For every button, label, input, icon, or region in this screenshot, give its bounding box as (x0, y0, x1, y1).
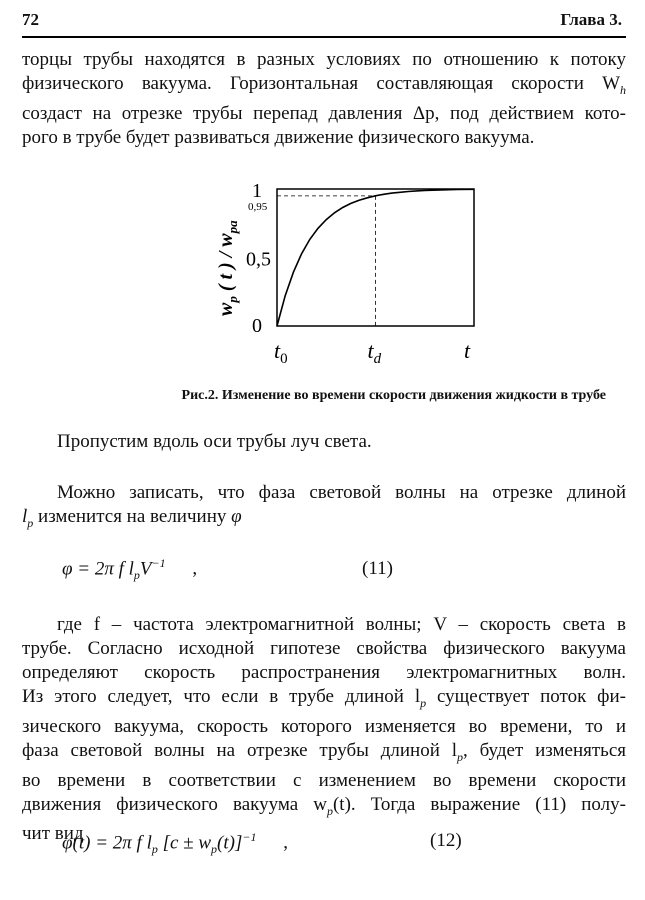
paragraph-phase (22, 481, 626, 535)
velocity-curve (277, 189, 474, 326)
x-tick-t: t (464, 338, 471, 363)
x-tick-td: $t_d$ (367, 338, 382, 367)
figure-caption: Рис.2. Изменение во времени скорости движения жидкости в трубе (181, 388, 606, 403)
y-tick-label: 0,5 (246, 248, 271, 271)
text-line: фаза световой волны на отрезке трубы длиной $l_p$, будет изменяться (22, 739, 627, 764)
y-tick-label: 1 (252, 180, 262, 202)
formula-11: φ = 2π f $l_pV^{-1}$ , (62, 556, 198, 583)
paragraph-explanation (22, 613, 626, 846)
plot-frame (277, 189, 474, 326)
text-line: создаст на отрезке трубы перепад давления Δp, под действием кото- (22, 102, 626, 124)
y-axis-label: $w_p$ ( t ) / $w_{pa}$ (215, 220, 240, 316)
text-line: физического вакуума. Горизонтальная составляющая скорости $W_h$ (22, 73, 626, 97)
text-line: определяют скорость распространения электромагнитных волн. (22, 662, 626, 683)
y-tick-label: 0,95 (248, 200, 268, 213)
page (22, 0, 626, 900)
velocity-chart (182, 176, 502, 376)
equation-number-11: (11) (362, 558, 393, 579)
paragraph-intro (22, 48, 626, 150)
text-line: торцы трубы находятся в разных условиях по отношению к потоку (22, 49, 626, 70)
equation-number-12: (12) (430, 830, 462, 851)
text-line: во времени в соответствии с изменением во времени скорости (22, 769, 626, 791)
paragraph-light-ray: Пропустим вдоль оси трубы луч света. (57, 431, 372, 452)
page-number: 72 (22, 10, 39, 29)
y-tick-label: 0 (252, 315, 262, 337)
text-line: чит вид (22, 823, 84, 845)
page-header (22, 10, 626, 34)
text-line: рого в трубе будет развиваться движение физического вакуума. (22, 126, 535, 148)
text-line: движения физического вакуума $w_p(t)$. Тогда выражение (11) полу- (22, 793, 626, 818)
text-line: трубе. Согласно исходной гипотезе свойства физического вакуума (22, 638, 626, 659)
text-line: $l_p$ изменится на величину φ (22, 506, 242, 530)
text-line: где f – частота электромагнитной волны; V – скорость света в (57, 614, 626, 635)
x-tick-t0: $t_0$ (274, 338, 288, 367)
formula-12: φ(t) = 2π f $l_p$ $[c \pm w_p(t)]^{-1}$ , (62, 830, 288, 857)
text-line: Из этого следует, что если в трубе длиной $l_p$ существует поток фи- (22, 686, 626, 710)
chapter-title: Глава 3. (560, 10, 622, 29)
header-rule (22, 36, 626, 38)
text-line: Можно записать, что фаза световой волны на отрезке длиной (57, 482, 626, 503)
text-line: зического вакуума, скорость которого изменяется во времени, то и (22, 715, 626, 737)
